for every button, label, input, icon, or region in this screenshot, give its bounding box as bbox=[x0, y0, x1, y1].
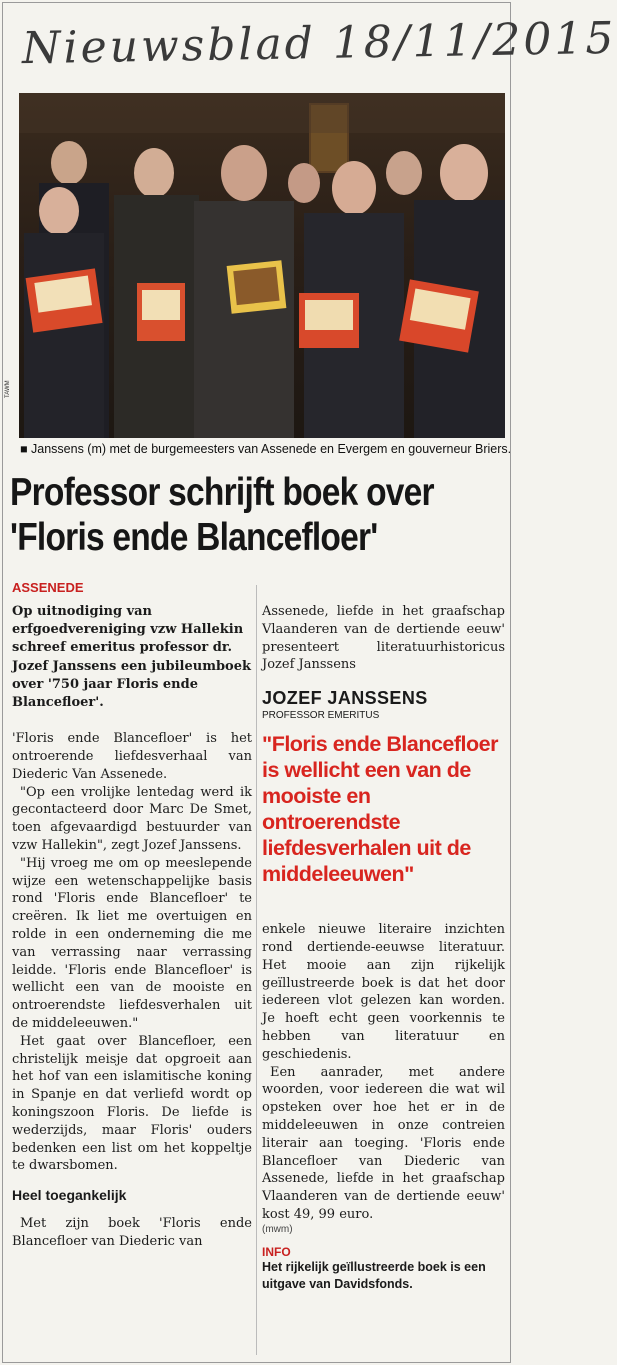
paragraph: "Hij vroeg me om op meeslepende wijze een wetenschappelijke basis rond 'Floris ende Blancefloer' te creëren. Ik liet me overtuigen en rolde in een onderneming die me van verrassing naar verrassing leidde. 'Floris ende Blancefloer' is wellicht een van de mooiste en ontroerendste liefdesverhalen uit de middeleeuwen." bbox=[12, 855, 252, 1031]
paragraph: Assenede, liefde in het graafschap Vlaanderen van de dertiende eeuw' presenteert literatuurhistoricus Jozef Janssens bbox=[262, 604, 505, 673]
photo-credit: TAWM bbox=[5, 380, 11, 398]
headline-line-2: 'Floris ende Blancefloer' bbox=[10, 516, 378, 559]
article-headline bbox=[10, 470, 436, 560]
quote-speaker-role: PROFESSOR EMERITUS bbox=[262, 710, 380, 722]
article-lede: Op uitnodiging van erfgoedvereniging vzw Hallekin schreef emeritus professor dr. Jozef Janssens een jubileumboek over '750 jaar Floris ende Blancefloer'. bbox=[12, 604, 251, 711]
pull-quote: "Floris ende Blancefloer is wellicht een van de mooiste en ontroerendste liefdesverhalen uit de middeleeuwen" bbox=[262, 732, 498, 887]
headline-line-1: Professor schrijft boek over bbox=[10, 471, 434, 514]
paragraph: 'Floris ende Blancefloer' is het ontroerende liefdesverhaal van Diederic Van Assenede. bbox=[12, 731, 252, 782]
paragraph: "Op een vrolijke lentedag werd ik gecontacteerd door Marc De Smet, toen afgevaardigd bestuurder van vzw Hallekin", zegt Jozef Janssens. bbox=[12, 784, 252, 853]
info-text: Het rijkelijk geïllustreerde boek is een uitgave van Davidsfonds. bbox=[262, 1259, 486, 1291]
photo-illustration bbox=[19, 93, 505, 438]
paragraph: Het gaat over Blancefloer, een christelijk meisje dat opgroeit aan het hof van een islamitische koning in Spanje en dat verliefd wordt op koningszoon Floris. De liefde is wederzijds, maar Floris' ouders bedenken een list om het koppeltje te dwarsbomen. bbox=[12, 1033, 252, 1174]
paragraph: enkele nieuwe literaire inzichten rond dertiende-eeuwse literatuur. Het mooie aan zijn rijkelijk geïllustreerde boek is dat het door iedereen vlot gelezen kan worden. Je hoeft echt geen voorkennis te hebben van literatuur en geschiedenis. bbox=[262, 922, 505, 1062]
photo-caption bbox=[20, 442, 512, 456]
caption-bullet: ■ bbox=[20, 442, 32, 456]
column-left bbox=[12, 603, 252, 1251]
info-label: INFO bbox=[262, 1244, 291, 1259]
group-photo bbox=[19, 93, 505, 438]
dateline: ASSENEDE bbox=[12, 580, 84, 595]
caption-text: Janssens (m) met de burgemeesters van Assenede en Evergem en gouverneur Briers. bbox=[31, 442, 512, 456]
handwritten-note: Nieuwsblad 18/11/2015 bbox=[21, 12, 617, 75]
column-divider bbox=[256, 585, 257, 1355]
paragraph: Een aanrader, met andere woorden, voor iedereen die wat wil opsteken over hoe het er in de middeleeuwen in onze contreien literair aan toeging. 'Floris ende Blancefloer van Diederic van Assenede, liefde in het graafschap Vlaanderen van de dertiende eeuw' kost 49, 99 euro. bbox=[262, 1064, 505, 1222]
quote-speaker-name: JOZEF JANSSENS bbox=[262, 688, 428, 709]
section-subhead: Heel toegankelijk bbox=[12, 1187, 127, 1204]
photo-ceiling bbox=[19, 93, 505, 133]
paragraph: Met zijn boek 'Floris ende Blancefloer van Diederic van bbox=[12, 1216, 252, 1249]
column-right bbox=[262, 603, 505, 1293]
author-signature: (mwm) bbox=[262, 1223, 293, 1235]
